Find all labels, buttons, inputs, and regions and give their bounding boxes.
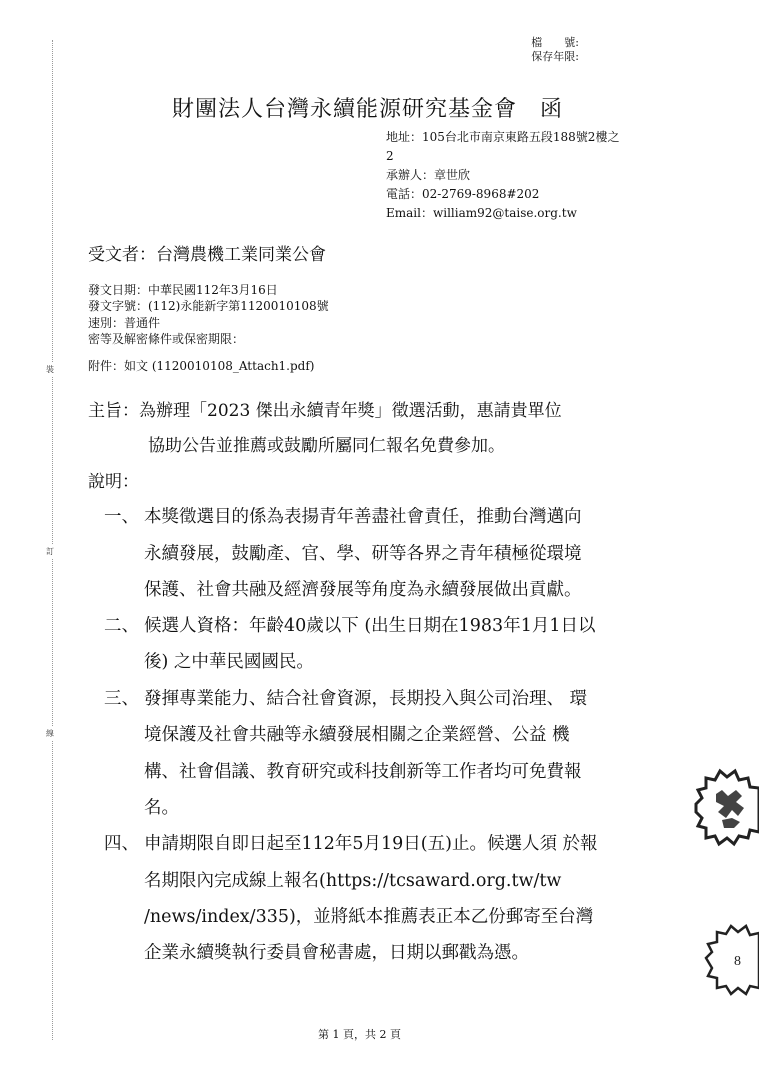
explanation-label: 說明：: [88, 472, 139, 492]
binding-line: [52, 40, 53, 1040]
item-1-line-1: 本獎徵選目的係為表揚青年善盡社會責任，推動台灣邁向: [144, 507, 582, 527]
item-2-number: 二、: [104, 616, 139, 636]
subject-line2: 協助公告並推薦或鼓勵所屬同仁報名免費參加。: [148, 436, 505, 456]
meta-date: 發文日期：中華民國112年3月16日: [88, 283, 278, 297]
meta-speed: 速別：普通件: [88, 316, 161, 330]
binding-mark-xian: 線: [46, 726, 54, 741]
item-1-line-2: 永續發展，鼓勵產、官、學、研等各界之青年積極從環境: [144, 544, 582, 564]
meta-attachment: 附件：如文 (1120010108_Attach1.pdf): [88, 359, 315, 373]
item-3-line-2: 境保護及社會共融等永續發展相關之企業經營、公益 機: [144, 725, 570, 745]
binding-mark-zhuang: 裝: [46, 362, 54, 377]
item-1-number: 一、: [104, 507, 139, 527]
page-edge-seal-icon: [700, 918, 759, 998]
sender-handler: 承辦人：章世欣: [386, 168, 471, 182]
archive-retention: 保存年限:: [531, 50, 579, 63]
seal-stamp-icon: [688, 760, 759, 850]
item-2-line-2: 後) 之中華民國國民。: [144, 652, 314, 672]
item-3-number: 三、: [104, 689, 139, 709]
item-4-line-1: 申請期限自即日起至112年5月19日(五)止。候選人須 於報: [144, 834, 598, 854]
item-4-line-4: 企業永續獎執行委員會秘書處，日期以郵戳為憑。: [144, 943, 529, 963]
item-3-line-1: 發揮專業能力、結合社會資源，長期投入與公司治理、 環: [144, 689, 588, 709]
item-4-line-2: 名期限內完成線上報名(https://tcsaward.org.tw/tw: [144, 871, 562, 891]
sender-email: Email：william92@taise.org.tw: [386, 206, 577, 220]
item-1-line-3: 保護、社會共融及經濟發展等角度為永續發展做出貢獻。: [144, 580, 582, 600]
sender-phone: 電話：02-2769-8968#202: [386, 187, 540, 201]
sender-address-line2: 2: [386, 149, 394, 163]
meta-secrecy: 密等及解密條件或保密期限：: [88, 332, 245, 346]
item-2-line-1: 候選人資格：年齡40歲以下 (出生日期在1983年1月1日以: [144, 616, 596, 636]
recipient: 受文者：台灣農機工業同業公會: [88, 245, 326, 265]
item-3-line-4: 名。: [144, 798, 179, 818]
page-edge-number: 8: [734, 954, 741, 969]
page-footer: 第 1 頁，共 2 頁: [318, 1028, 401, 1041]
item-4-number: 四、: [104, 834, 139, 854]
sender-address-line1: 地址：105台北市南京東路五段188號2樓之: [386, 130, 620, 144]
document-title: 財團法人台灣永續能源研究基金會 函: [172, 97, 564, 122]
binding-mark-ding: 訂: [46, 544, 54, 559]
item-3-line-3: 構、社會倡議、教育研究或科技創新等工作者均可免費報: [144, 762, 582, 782]
archive-file-no: 檔 號:: [531, 36, 579, 49]
subject-line1: 主旨：為辦理「2023 傑出永續青年獎」徵選活動，惠請貴單位: [88, 401, 562, 421]
meta-doc-no: 發文字號：(112)永能新字第1120010108號: [88, 299, 329, 313]
item-4-line-3: /news/index/335)，並將紙本推薦表正本乙份郵寄至台灣: [144, 907, 594, 927]
